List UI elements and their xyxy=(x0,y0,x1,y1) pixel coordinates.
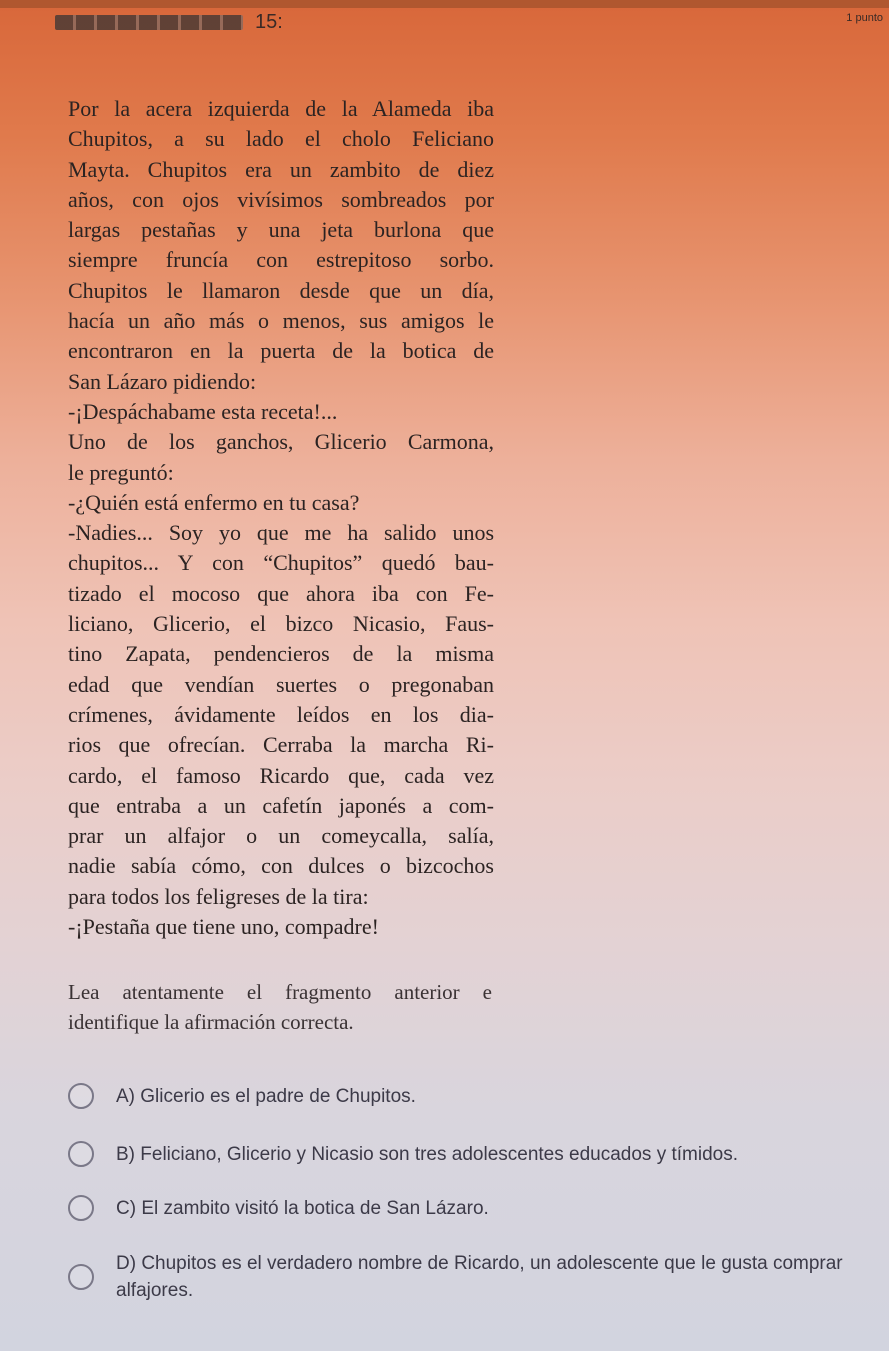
passage-line: -Nadies... Soy yo que me ha salido unos xyxy=(68,520,494,546)
passage-line: crímenes, ávidamente leídos en los dia- xyxy=(68,701,494,727)
passage-line: -¡Despáchabame esta receta!... xyxy=(68,398,338,424)
question-instruction xyxy=(68,977,492,1037)
passage-line: Mayta. Chupitos era un zambito de diez xyxy=(68,156,494,182)
passage-line: tino Zapata, pendencieros de la misma xyxy=(68,641,494,667)
instruction-line: identifique la afirmación correcta. xyxy=(68,1010,354,1034)
radio-button-d[interactable] xyxy=(68,1264,94,1290)
passage-line: prar un alfajor o un comeycalla, salía, xyxy=(68,823,494,849)
radio-button-a[interactable] xyxy=(68,1083,94,1109)
passage-line: chupitos... Y con “Chupitos” quedó bau- xyxy=(68,550,494,576)
passage-line: San Lázaro pidiendo: xyxy=(68,368,257,394)
top-edge-bar xyxy=(0,0,889,8)
passage-line: -¡Pestaña que tiene uno, compadre! xyxy=(68,914,379,940)
redacted-question-label xyxy=(55,15,243,30)
passage-line: cardo, el famoso Ricardo que, cada vez xyxy=(68,762,494,788)
option-c[interactable] xyxy=(68,1195,489,1222)
passage-line: liciano, Glicerio, el bizco Nicasio, Faus- xyxy=(68,611,494,637)
passage-line: años, con ojos vivísimos sombreados por xyxy=(68,186,494,212)
question-header xyxy=(55,10,283,34)
question-number: 15: xyxy=(255,10,283,33)
radio-button-b[interactable] xyxy=(68,1141,94,1167)
passage-line: para todos los feligreses de la tira: xyxy=(68,883,369,909)
passage-line: Chupitos le llamaron desde que un día, xyxy=(68,277,494,303)
radio-button-c[interactable] xyxy=(68,1195,94,1221)
passage-line: hacía un año más o menos, sus amigos le xyxy=(68,308,494,334)
option-a-label: A) Glicerio es el padre de Chupitos. xyxy=(116,1086,416,1107)
passage-line: Chupitos, a su lado el cholo Feliciano xyxy=(68,126,494,152)
points-label: 1 punto xyxy=(846,12,883,24)
passage-line: largas pestañas y una jeta burlona que xyxy=(68,217,494,243)
passage-line: que entraba a un cafetín japonés a com- xyxy=(68,792,494,818)
option-b[interactable] xyxy=(68,1141,738,1168)
passage-line: -¿Quién está enfermo en tu casa? xyxy=(68,489,360,515)
passage-line: encontraron en la puerta de la botica de xyxy=(68,338,494,364)
passage-line: edad que vendían suertes o pregonaban xyxy=(68,671,494,697)
option-d-label: D) Chupitos es el verdadero nombre de Ricardo, un adolescente que le gusta comprar alfajores. xyxy=(116,1253,843,1301)
passage-line: rios que ofrecían. Cerraba la marcha Ri- xyxy=(68,732,494,758)
option-a[interactable] xyxy=(68,1083,416,1110)
option-b-label: B) Feliciano, Glicerio y Nicasio son tres adolescentes educados y tímidos. xyxy=(116,1144,738,1165)
option-c-label: C) El zambito visitó la botica de San Lázaro. xyxy=(116,1198,489,1219)
option-d[interactable] xyxy=(68,1250,856,1304)
passage-line: le preguntó: xyxy=(68,459,174,485)
passage-line: siempre fruncía con estrepitoso sorbo. xyxy=(68,247,494,273)
passage-line: Por la acera izquierda de la Alameda iba xyxy=(68,96,494,121)
reading-passage xyxy=(68,94,494,942)
passage-line: tizado el mocoso que ahora iba con Fe- xyxy=(68,580,494,606)
passage-line: Uno de los ganchos, Glicerio Carmona, xyxy=(68,429,494,455)
instruction-line: Lea atentamente el fragmento anterior e xyxy=(68,980,492,1004)
passage-line: nadie sabía cómo, con dulces o bizcochos xyxy=(68,853,494,879)
